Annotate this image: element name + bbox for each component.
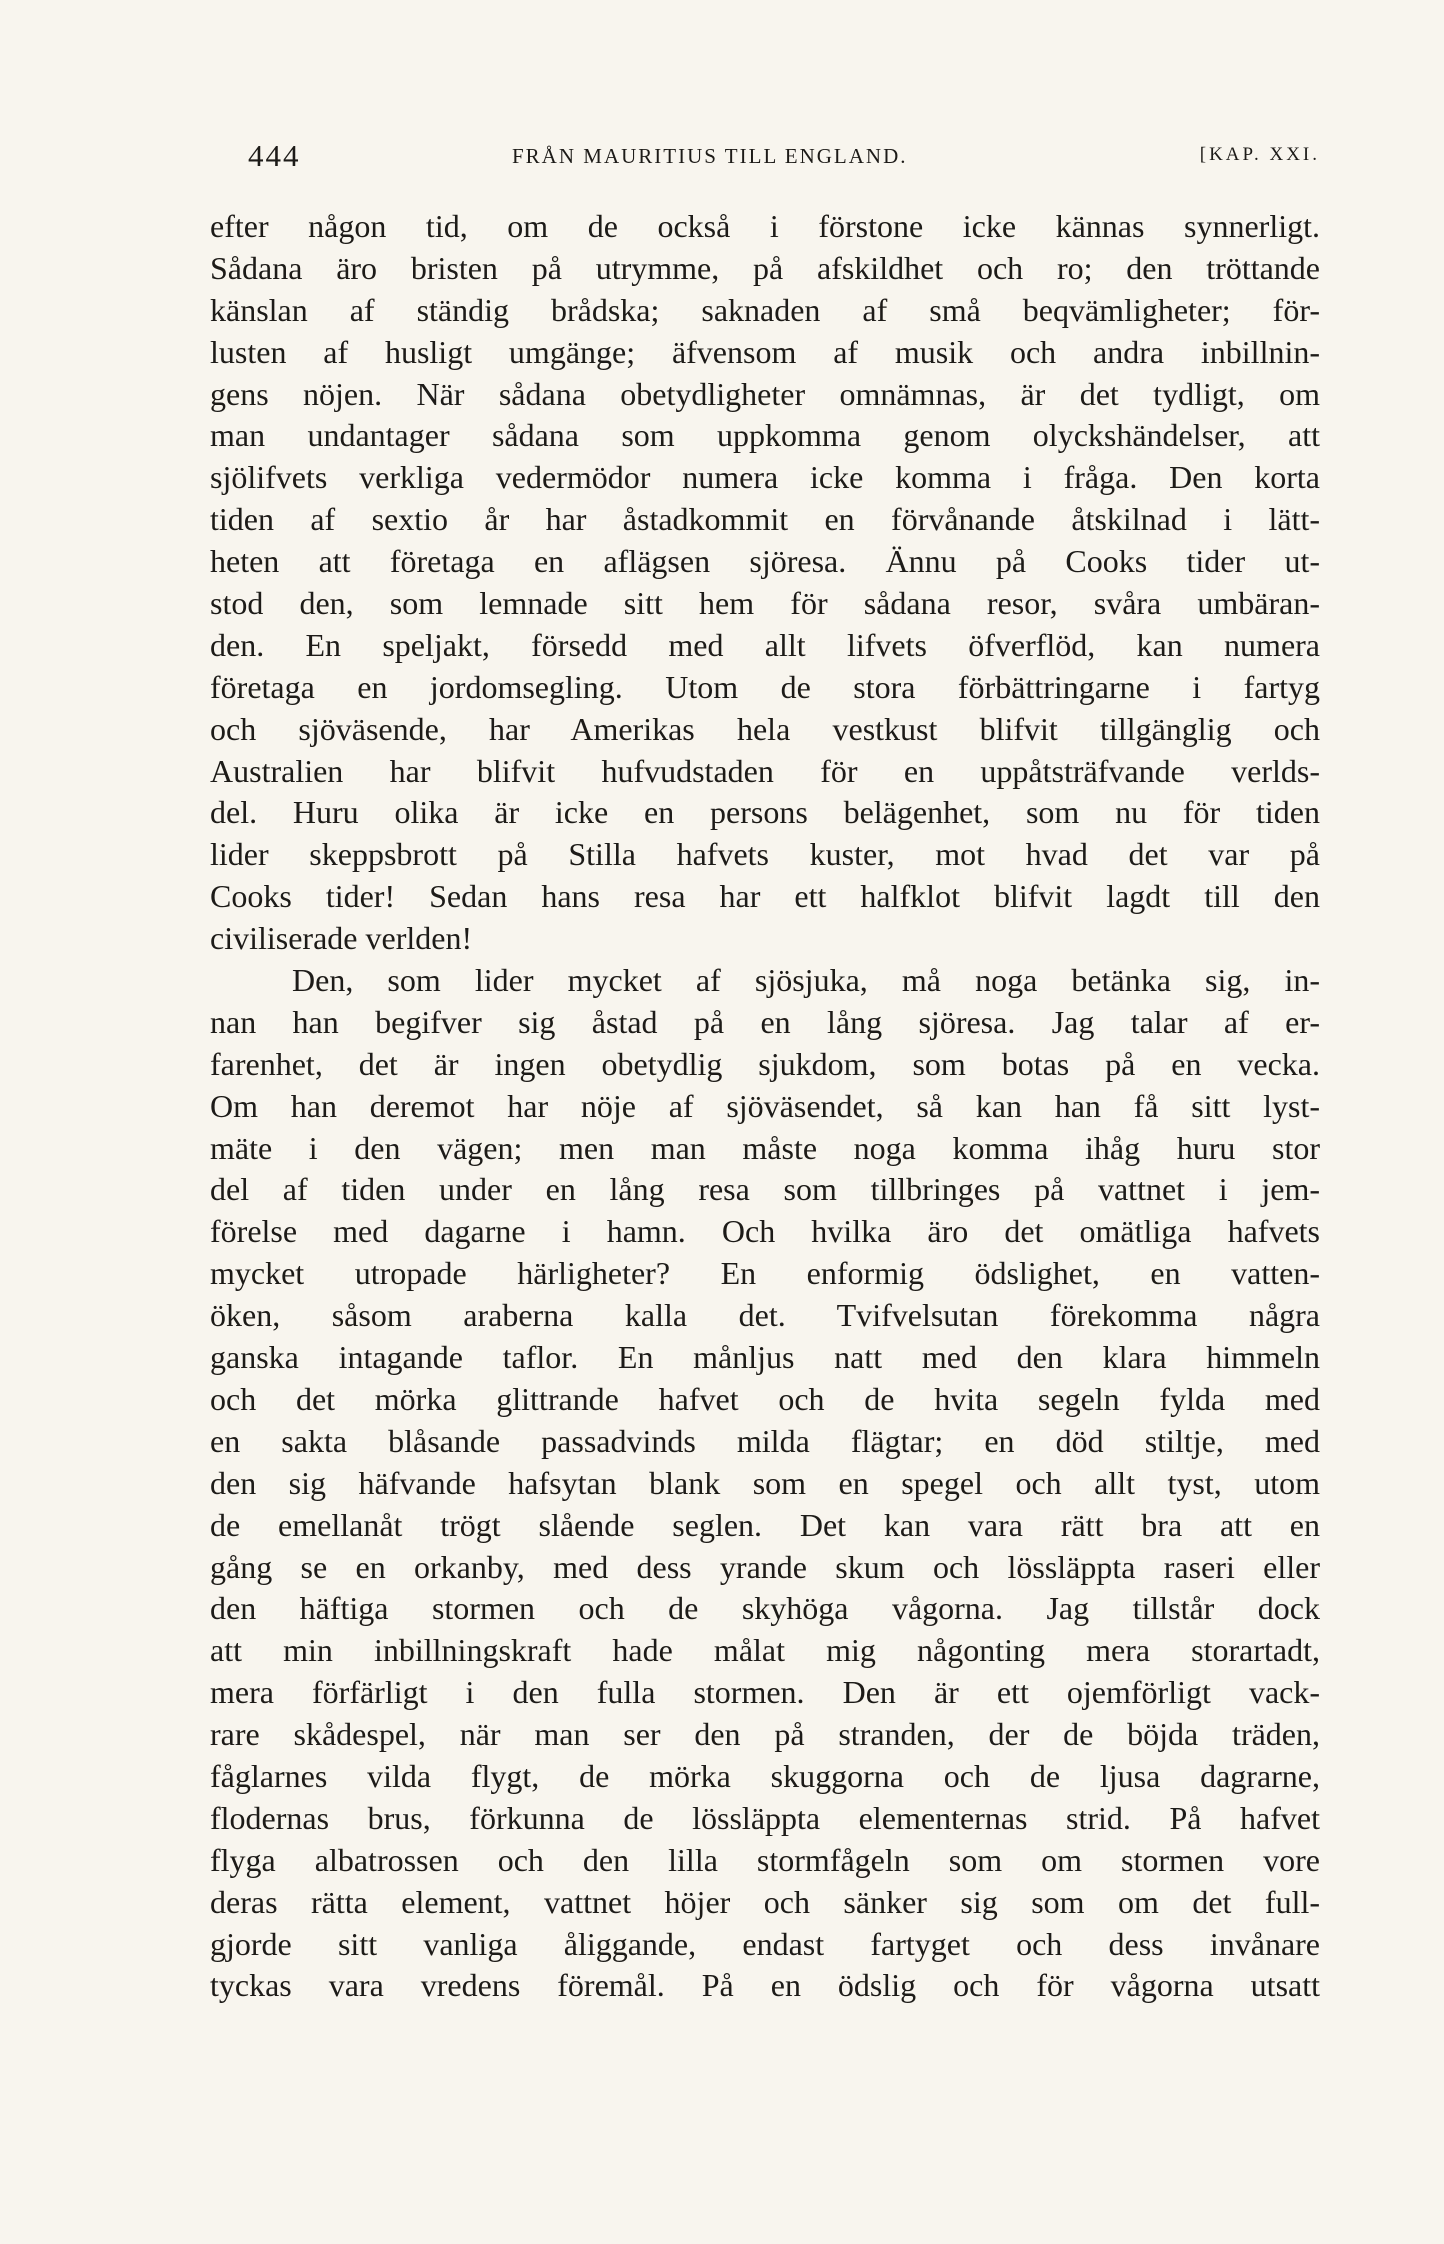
text-line: stod den, som lemnade sitt hem för sådana resor, svåra umbäran- — [210, 585, 1320, 622]
text-line: nan han begifver sig åstad på en lång sjöresa. Jag talar af er- — [210, 1003, 1320, 1040]
text-line: och sjöväsende, har Amerikas hela vestkust blifvit tillgänglig och — [210, 710, 1320, 747]
text-line: del. Huru olika är icke en persons belägenhet, som nu för tiden — [210, 794, 1320, 831]
text-line: Cooks tider! Sedan hans resa har ett halfklot blifvit lagdt till den — [210, 878, 1320, 915]
text-line: flyga albatrossen och den lilla stormfågeln som om stormen vore — [210, 1841, 1320, 1878]
text-line: Sådana äro bristen på utrymme, på afskildhet och ro; den tröttande — [210, 249, 1320, 286]
text-line: lider skeppsbrott på Stilla hafvets kuster, mot hvad det var på — [210, 836, 1320, 873]
text-line: del af tiden under en lång resa som tillbringes på vattnet i jem- — [210, 1171, 1320, 1208]
text-line: lusten af husligt umgänge; äfvensom af musik och andra inbillnin- — [210, 333, 1320, 370]
running-title: FRÅN MAURITIUS TILL ENGLAND. — [512, 144, 908, 168]
text-line: Australien har blifvit hufvudstaden för en uppåtsträfvande verlds- — [210, 752, 1320, 789]
text-line: man undantager sådana som uppkomma genom olyckshändelser, att — [210, 417, 1320, 454]
text-line: mycket utropade härligheter? En enformig ödslighet, en vatten- — [210, 1255, 1320, 1292]
text-line: efter någon tid, om de också i förstone icke kännas synnerligt. — [210, 208, 1320, 244]
text-line: gens nöjen. När sådana obetydligheter omnämnas, är det tydligt, om — [210, 375, 1320, 412]
text-line: flodernas brus, förkunna de lössläppta elementernas strid. På hafvet — [210, 1799, 1320, 1836]
page-number: 444 — [248, 138, 301, 173]
text-line: mäte i den vägen; men man måste noga komma ihåg huru stor — [210, 1129, 1320, 1166]
running-head — [248, 138, 1320, 178]
text-line: deras rätta element, vattnet höjer och sänker sig som om det full- — [210, 1883, 1320, 1920]
text-line: mera förfärligt i den fulla stormen. Den är ett ojemförligt vack- — [210, 1674, 1320, 1711]
body-text — [210, 206, 1320, 2007]
text-line: känslan af ständig brådska; saknaden af små beqvämligheter; för- — [210, 291, 1320, 328]
text-line: gjorde sitt vanliga åliggande, endast fartyget och dess invånare — [210, 1925, 1320, 1962]
text-line: de emellanåt trögt slående seglen. Det kan vara rätt bra att en — [210, 1506, 1320, 1543]
text-line: och det mörka glittrande hafvet och de hvita segeln fylda med — [210, 1380, 1320, 1417]
text-line: företaga en jordomsegling. Utom de stora förbättringarne i fartyg — [210, 668, 1320, 705]
text-line: ganska intagande taflor. En månljus natt med den klara himmeln — [210, 1339, 1320, 1376]
text-line: rare skådespel, när man ser den på stranden, der de böjda träden, — [210, 1716, 1320, 1753]
text-line: den häftiga stormen och de skyhöga vågorna. Jag tillstår dock — [210, 1590, 1320, 1627]
paragraph-start-line: Den, som lider mycket af sjösjuka, må noga betänka sig, in- — [292, 962, 1320, 999]
text-line: sjölifvets verkliga vedermödor numera icke komma i fråga. Den korta — [210, 459, 1320, 496]
text-line: förelse med dagarne i hamn. Och hvilka äro det omätliga hafvets — [210, 1213, 1320, 1250]
text-line: farenhet, det är ingen obetydlig sjukdom, som botas på en vecka. — [210, 1045, 1320, 1082]
text-line: en sakta blåsande passadvinds milda flägtar; en död stiltje, med — [210, 1422, 1320, 1459]
text-line: Om han deremot har nöje af sjöväsendet, så kan han få sitt lyst- — [210, 1087, 1320, 1124]
chapter-reference: [KAP. XXI. — [1199, 144, 1320, 165]
text-line: den sig häfvande hafsytan blank som en spegel och allt tyst, utom — [210, 1464, 1320, 1501]
paragraph-end-line: civiliserade verlden! — [210, 920, 473, 957]
text-line: fåglarnes vilda flygt, de mörka skuggorna och de ljusa dagrarne, — [210, 1757, 1320, 1794]
text-line: den. En speljakt, försedd med allt lifvets öfverflöd, kan numera — [210, 626, 1320, 663]
text-line: att min inbillningskraft hade målat mig någonting mera storartadt, — [210, 1632, 1320, 1669]
text-line: gång se en orkanby, med dess yrande skum och lössläppta raseri eller — [210, 1548, 1320, 1585]
text-line: tyckas vara vredens föremål. På en ödslig och för vågorna utsatt — [210, 1967, 1320, 2004]
text-line: heten att företaga en aflägsen sjöresa. Ännu på Cooks tider ut- — [210, 543, 1320, 580]
text-line: tiden af sextio år har åstadkommit en förvånande åtskilnad i lätt- — [210, 501, 1320, 538]
text-line: öken, såsom araberna kalla det. Tvifvelsutan förekomma några — [210, 1297, 1320, 1334]
